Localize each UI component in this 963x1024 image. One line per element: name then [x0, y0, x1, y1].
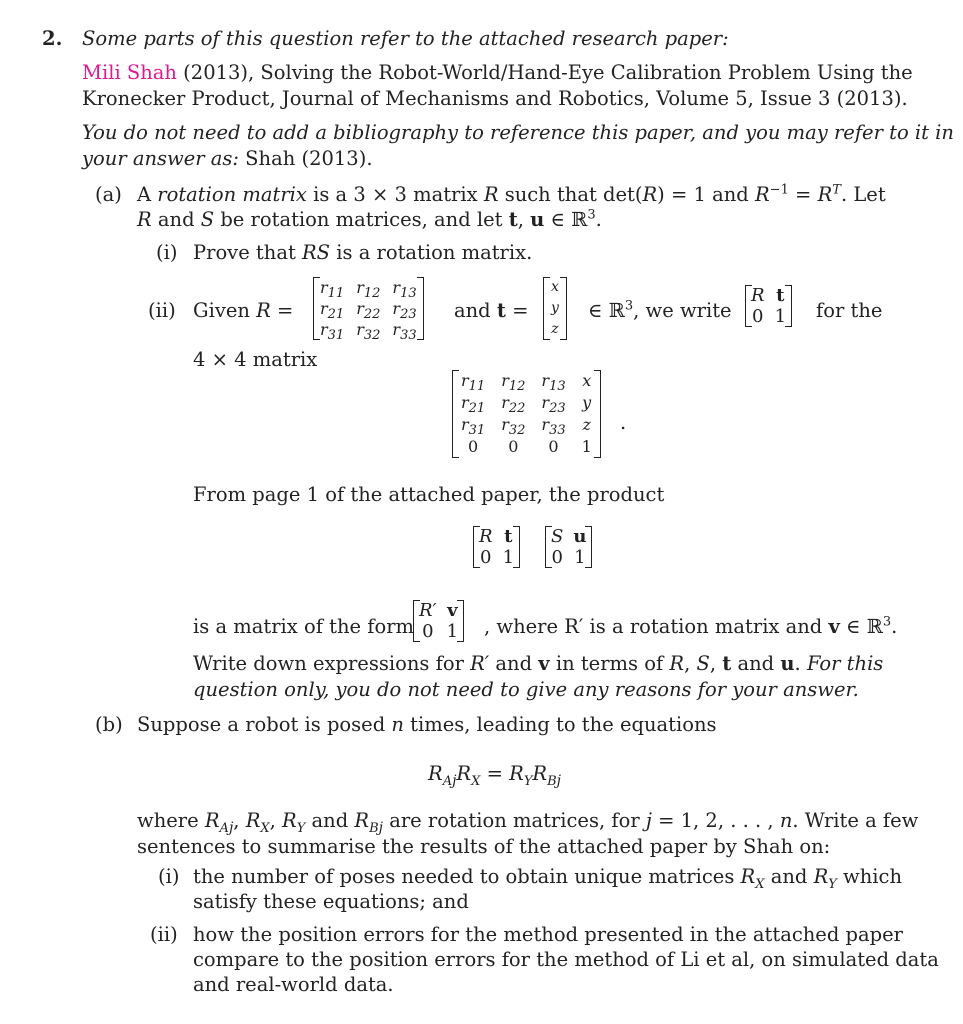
part-b-ii-line1: how the position errors for the method presented in the attached paper: [193, 923, 903, 946]
question-number: 2.: [42, 27, 63, 50]
part-b-label: (b): [95, 713, 123, 736]
part-b-where-line: where $R_{Aj}$, $R_X$, $R_Y$ and $R_{Bj}$ are rotation matrices, for j = 1, 2, . . . , n. Write a few: [137, 809, 919, 836]
matrix-4x4: $r_{11}$ $r_{12}$ $r_{13}$ x $r_{21}$ $r_{22}$ $r_{23}$ y $r_{31}$ $r_{32}$ $r_{33}$ z 0 0 0 1: [452, 370, 601, 458]
four-by-four-matrix: 4 × 4 matrix: [193, 348, 318, 371]
and-t-equals: and t =: [454, 299, 529, 322]
where-rprime-text: , where R′ is a rotation matrix and v ∈ ℝ$^3$.: [484, 614, 898, 638]
part-b-i-line1: the number of poses needed to obtain unique matrices $R_X$ and $R_Y$ which: [193, 865, 903, 892]
part-a-definition-line2: R and S be rotation matrices, and let t, u ∈ ℝ$^3$.: [137, 207, 602, 231]
block-matrix-s-u-product: S u 0 1: [545, 526, 592, 568]
is-matrix-of-form: is a matrix of the form: [193, 615, 415, 638]
part-a-i-text: Prove that RS is a rotation matrix.: [193, 241, 533, 264]
part-b-i-label: (i): [158, 865, 180, 888]
part-b-ii-line3: and real-world data.: [193, 973, 394, 996]
block-matrix-rprime-v: R′ v 0 1: [413, 600, 464, 642]
paper-author-link[interactable]: Mili Shah: [82, 61, 177, 84]
for-the-text: for the: [816, 299, 883, 322]
vector-t: x y z: [543, 277, 567, 340]
part-b-intro: Suppose a robot is posed n times, leading to the equations: [137, 713, 717, 736]
write-down-line: Write down expressions for R′ and v in terms of R, S, t and u. For this: [193, 652, 884, 675]
part-b-summarise: sentences to summarise the results of the attached paper by Shah on:: [137, 835, 831, 858]
part-b-ii-label: (ii): [150, 923, 178, 946]
block-matrix-r-t-product: R t 0 1: [473, 526, 520, 568]
matrix-r-3x3: $r_{11}$ $r_{12}$ $r_{13}$ $r_{21}$ $r_{22}$ $r_{23}$ $r_{31}$ $r_{32}$ $r_{33}$: [313, 277, 424, 340]
part-a-label: (a): [95, 183, 122, 206]
question-intro: Some parts of this question refer to the attached research paper:: [82, 27, 729, 50]
given-r-equals: Given R =: [193, 299, 294, 322]
question-only-text: question only, you do not need to give any reasons for your answer.: [193, 678, 859, 701]
robot-equation: $R_{Aj}R_X = R_YR_{Bj}$: [428, 762, 561, 789]
block-matrix-r-t: R t 0 1: [745, 285, 792, 327]
part-b-ii-line2: compare to the position errors for the method of Li et al, on simulated data: [193, 948, 939, 971]
part-a-ii-label: (ii): [148, 299, 176, 322]
from-page-text: From page 1 of the attached paper, the product: [193, 483, 665, 506]
period-after-matrix: .: [620, 411, 627, 434]
note-line1: You do not need to add a bibliography to reference this paper, and you may refer to it in: [82, 121, 954, 144]
paper-citation-line1: Mili Shah (2013), Solving the Robot-World/Hand-Eye Calibration Problem Using the: [82, 61, 913, 84]
part-a-definition-line1: A rotation matrix is a 3 × 3 matrix R such that det(R) = 1 and $R^{-1} = R^T$. Let: [137, 182, 886, 206]
note-line2: your answer as: Shah (2013).: [82, 147, 373, 170]
in-r3-we-write: ∈ ℝ$^3$, we write: [588, 298, 732, 322]
part-a-i-label: (i): [156, 241, 178, 264]
paper-citation-line2: Kronecker Product, Journal of Mechanisms and Robotics, Volume 5, Issue 3 (2013).: [82, 87, 908, 110]
part-b-i-line2: satisfy these equations; and: [193, 890, 469, 913]
